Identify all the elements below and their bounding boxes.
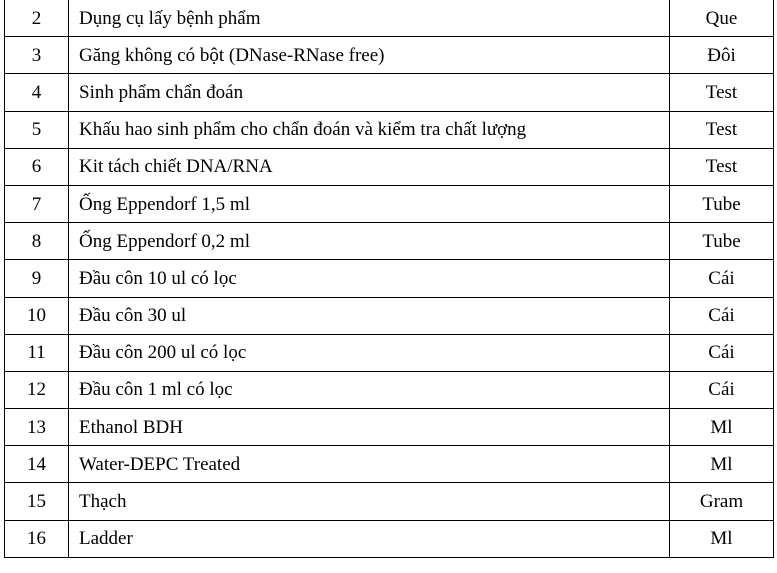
row-number: 8 xyxy=(5,223,69,260)
row-number: 9 xyxy=(5,260,69,297)
item-name: Đầu côn 30 ul xyxy=(69,297,670,334)
item-name: Water-DEPC Treated xyxy=(69,446,670,483)
item-unit: Tube xyxy=(670,185,774,222)
table-row xyxy=(5,0,774,37)
row-number: 16 xyxy=(5,520,69,557)
item-name: Ống Eppendorf 1,5 ml xyxy=(69,185,670,222)
item-unit: Test xyxy=(670,148,774,185)
table-row xyxy=(5,148,774,185)
table-row xyxy=(5,297,774,334)
item-unit: Gram xyxy=(670,483,774,520)
item-unit: Que xyxy=(670,0,774,37)
item-name: Đầu côn 1 ml có lọc xyxy=(69,371,670,408)
item-unit: Cái xyxy=(670,371,774,408)
item-unit: Tube xyxy=(670,223,774,260)
item-unit: Ml xyxy=(670,446,774,483)
row-number: 14 xyxy=(5,446,69,483)
item-name: Ethanol BDH xyxy=(69,409,670,446)
row-number: 12 xyxy=(5,371,69,408)
item-name: Ladder xyxy=(69,520,670,557)
item-name: Thạch xyxy=(69,483,670,520)
table-row xyxy=(5,483,774,520)
item-name: Đầu côn 10 ul có lọc xyxy=(69,260,670,297)
item-name: Đầu côn 200 ul có lọc xyxy=(69,334,670,371)
table-row xyxy=(5,260,774,297)
row-number: 7 xyxy=(5,185,69,222)
item-name: Dụng cụ lấy bệnh phẩm xyxy=(69,0,670,37)
supplies-table xyxy=(4,0,774,558)
item-name: Sinh phẩm chẩn đoán xyxy=(69,74,670,111)
item-unit: Đôi xyxy=(670,37,774,74)
item-name: Găng không có bột (DNase-RNase free) xyxy=(69,37,670,74)
row-number: 11 xyxy=(5,334,69,371)
row-number: 5 xyxy=(5,111,69,148)
row-number: 3 xyxy=(5,37,69,74)
item-unit: Ml xyxy=(670,520,774,557)
row-number: 13 xyxy=(5,409,69,446)
table-row xyxy=(5,223,774,260)
table-row xyxy=(5,74,774,111)
table-row xyxy=(5,334,774,371)
row-number: 10 xyxy=(5,297,69,334)
table-row xyxy=(5,371,774,408)
row-number: 4 xyxy=(5,74,69,111)
item-name: Kit tách chiết DNA/RNA xyxy=(69,148,670,185)
table-row xyxy=(5,185,774,222)
supplies-table-body xyxy=(5,0,774,557)
table-row xyxy=(5,446,774,483)
item-unit: Test xyxy=(670,74,774,111)
item-name: Khấu hao sinh phẩm cho chẩn đoán và kiểm tra chất lượng xyxy=(69,111,670,148)
table-row xyxy=(5,409,774,446)
row-number: 2 xyxy=(5,0,69,37)
item-name: Ống Eppendorf 0,2 ml xyxy=(69,223,670,260)
item-unit: Cái xyxy=(670,297,774,334)
row-number: 15 xyxy=(5,483,69,520)
item-unit: Ml xyxy=(670,409,774,446)
item-unit: Cái xyxy=(670,260,774,297)
item-unit: Cái xyxy=(670,334,774,371)
item-unit: Test xyxy=(670,111,774,148)
row-number: 6 xyxy=(5,148,69,185)
table-row xyxy=(5,37,774,74)
table-row xyxy=(5,520,774,557)
table-row xyxy=(5,111,774,148)
